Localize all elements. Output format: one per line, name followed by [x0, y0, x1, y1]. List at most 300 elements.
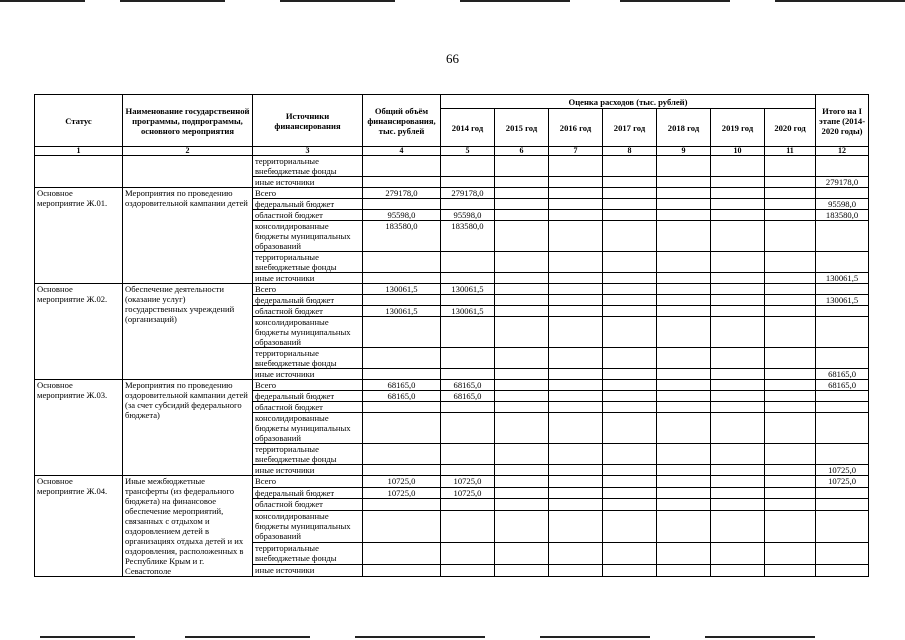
year-cell [549, 210, 603, 221]
source-cell: Всего [253, 284, 363, 295]
y2014-cell: 279178,0 [441, 188, 495, 199]
year-cell [603, 391, 657, 402]
total-cell [363, 199, 441, 210]
year-cell [657, 465, 711, 476]
total-cell [363, 369, 441, 380]
header-year: 2014 год [441, 109, 495, 147]
source-cell: консолидированные бюджеты муниципальных образований [253, 510, 363, 543]
source-cell: иные источники [253, 565, 363, 577]
total-cell [363, 444, 441, 465]
year-cell [603, 413, 657, 444]
y2014-cell [441, 465, 495, 476]
year-cell [549, 543, 603, 565]
year-cell [495, 252, 549, 273]
year-cell [765, 413, 816, 444]
header-year: 2015 год [495, 109, 549, 147]
year-cell [495, 465, 549, 476]
scan-edge-line [540, 636, 650, 638]
year-cell [495, 444, 549, 465]
itogo-cell [816, 252, 869, 273]
year-cell [603, 348, 657, 369]
year-cell [549, 199, 603, 210]
source-cell: территориальные внебюджетные фонды [253, 156, 363, 177]
table-row [35, 284, 869, 295]
year-cell [495, 284, 549, 295]
column-number: 8 [603, 147, 657, 156]
year-cell [711, 295, 765, 306]
total-cell [363, 348, 441, 369]
y2014-cell [441, 499, 495, 511]
itogo-cell [816, 499, 869, 511]
year-cell [495, 476, 549, 488]
year-cell [495, 221, 549, 252]
y2014-cell: 10725,0 [441, 487, 495, 499]
year-cell [603, 487, 657, 499]
year-cell [549, 391, 603, 402]
status-cell: Основное мероприятие Ж.01. [35, 188, 123, 284]
header-itogo: Итого на I этапе (2014-2020 годы) [816, 95, 869, 147]
y2014-cell [441, 295, 495, 306]
column-number: 10 [711, 147, 765, 156]
year-cell [711, 221, 765, 252]
year-cell [549, 465, 603, 476]
year-cell [711, 284, 765, 295]
year-cell [603, 199, 657, 210]
year-cell [765, 199, 816, 210]
status-cell: Основное мероприятие Ж.04. [35, 476, 123, 577]
year-cell [657, 380, 711, 391]
year-cell [495, 348, 549, 369]
year-cell [711, 413, 765, 444]
year-cell [603, 295, 657, 306]
year-cell [711, 306, 765, 317]
total-cell: 68165,0 [363, 380, 441, 391]
source-cell: федеральный бюджет [253, 199, 363, 210]
source-cell: иные источники [253, 177, 363, 188]
itogo-cell [816, 317, 869, 348]
itogo-cell: 95598,0 [816, 199, 869, 210]
source-cell: областной бюджет [253, 210, 363, 221]
year-cell [711, 210, 765, 221]
year-cell [603, 221, 657, 252]
column-number: 9 [657, 147, 711, 156]
source-cell: федеральный бюджет [253, 487, 363, 499]
year-cell [549, 188, 603, 199]
year-cell [603, 210, 657, 221]
year-cell [765, 402, 816, 413]
total-cell: 95598,0 [363, 210, 441, 221]
year-cell [765, 391, 816, 402]
year-cell [711, 487, 765, 499]
year-cell [765, 221, 816, 252]
total-cell: 68165,0 [363, 391, 441, 402]
source-cell: территориальные внебюджетные фонды [253, 252, 363, 273]
header-sources: Источники финансирования [253, 95, 363, 147]
year-cell [603, 499, 657, 511]
year-cell [549, 369, 603, 380]
itogo-cell: 68165,0 [816, 369, 869, 380]
source-cell: иные источники [253, 369, 363, 380]
year-cell [765, 284, 816, 295]
scan-edge-line [280, 0, 395, 2]
year-cell [765, 317, 816, 348]
total-cell: 10725,0 [363, 487, 441, 499]
column-number: 12 [816, 147, 869, 156]
scan-edge-line [620, 0, 730, 2]
header-name: Наименование государственной программы, подпрограммы, основного мероприятия [123, 95, 253, 147]
year-cell [549, 273, 603, 284]
year-cell [711, 510, 765, 543]
year-cell [765, 306, 816, 317]
year-cell [603, 465, 657, 476]
scan-edge-line [460, 0, 570, 2]
year-cell [495, 499, 549, 511]
column-number: 7 [549, 147, 603, 156]
source-cell: федеральный бюджет [253, 295, 363, 306]
column-number: 5 [441, 147, 495, 156]
year-cell [603, 444, 657, 465]
table-row [35, 380, 869, 391]
year-cell [495, 565, 549, 577]
year-cell [549, 380, 603, 391]
source-cell: территориальные внебюджетные фонды [253, 543, 363, 565]
year-cell [657, 295, 711, 306]
year-cell [657, 221, 711, 252]
itogo-cell [816, 391, 869, 402]
y2014-cell [441, 177, 495, 188]
year-cell [711, 391, 765, 402]
year-cell [657, 444, 711, 465]
y2014-cell [441, 510, 495, 543]
year-cell [657, 413, 711, 444]
year-cell [495, 306, 549, 317]
year-cell [765, 188, 816, 199]
itogo-cell: 183580,0 [816, 210, 869, 221]
y2014-cell: 10725,0 [441, 476, 495, 488]
header-status: Статус [35, 95, 123, 147]
year-cell [711, 273, 765, 284]
year-cell [765, 369, 816, 380]
column-number: 2 [123, 147, 253, 156]
scan-edge-line [705, 636, 815, 638]
total-cell: 10725,0 [363, 476, 441, 488]
year-cell [603, 252, 657, 273]
year-cell [765, 348, 816, 369]
measure-name-cell: Иные межбюджетные трансферты (из федерального бюджета) на финансовое обеспечение мероприятий, связанных с отдыхом и оздоровлением детей в организациях отдыха детей и их оздоровления, расположенных в Республике Крым и г. Севастополе [123, 476, 253, 577]
year-cell [495, 199, 549, 210]
year-cell [603, 317, 657, 348]
y2014-cell [441, 273, 495, 284]
header-total: Общий объём финансирования, тыс. рублей [363, 95, 441, 147]
year-cell [495, 295, 549, 306]
year-cell [549, 252, 603, 273]
y2014-cell [441, 444, 495, 465]
itogo-cell [816, 444, 869, 465]
year-cell [495, 413, 549, 444]
year-cell [495, 543, 549, 565]
year-cell [657, 543, 711, 565]
y2014-cell [441, 543, 495, 565]
total-cell [363, 252, 441, 273]
total-cell: 279178,0 [363, 188, 441, 199]
status-cell: Основное мероприятие Ж.02. [35, 284, 123, 380]
year-cell [549, 402, 603, 413]
year-cell [603, 565, 657, 577]
year-cell [495, 317, 549, 348]
year-cell [657, 391, 711, 402]
scan-edge-line [185, 636, 310, 638]
year-cell [495, 273, 549, 284]
year-cell [765, 543, 816, 565]
scan-edge-line [775, 0, 905, 2]
year-cell [765, 380, 816, 391]
header-year: 2017 год [603, 109, 657, 147]
year-cell [711, 543, 765, 565]
y2014-cell [441, 565, 495, 577]
year-cell [495, 380, 549, 391]
year-cell [549, 487, 603, 499]
total-cell: 130061,5 [363, 284, 441, 295]
year-cell [549, 413, 603, 444]
year-cell [603, 369, 657, 380]
total-cell [363, 295, 441, 306]
header-year: 2016 год [549, 109, 603, 147]
year-cell [711, 565, 765, 577]
source-cell: областной бюджет [253, 306, 363, 317]
source-cell: Всего [253, 380, 363, 391]
year-cell [765, 273, 816, 284]
scan-edge-line [40, 636, 135, 638]
source-cell: иные источники [253, 465, 363, 476]
year-cell [603, 273, 657, 284]
year-cell [657, 317, 711, 348]
year-cell [657, 565, 711, 577]
column-number: 1 [35, 147, 123, 156]
y2014-cell: 183580,0 [441, 221, 495, 252]
itogo-cell: 130061,5 [816, 273, 869, 284]
total-cell: 130061,5 [363, 306, 441, 317]
year-cell [711, 188, 765, 199]
y2014-cell [441, 402, 495, 413]
total-cell [363, 499, 441, 511]
y2014-cell: 68165,0 [441, 391, 495, 402]
year-cell [549, 444, 603, 465]
header-year: 2019 год [711, 109, 765, 147]
year-cell [657, 188, 711, 199]
year-cell [765, 210, 816, 221]
year-cell [603, 380, 657, 391]
total-cell [363, 565, 441, 577]
column-number: 11 [765, 147, 816, 156]
year-cell [603, 188, 657, 199]
year-cell [603, 284, 657, 295]
financing-table [34, 94, 869, 577]
year-cell [603, 510, 657, 543]
scan-edge-line [0, 0, 85, 2]
column-number: 6 [495, 147, 549, 156]
year-cell [765, 510, 816, 543]
itogo-cell [816, 188, 869, 199]
table-row [35, 476, 869, 488]
itogo-cell [816, 565, 869, 577]
year-cell [495, 210, 549, 221]
y2014-cell: 95598,0 [441, 210, 495, 221]
itogo-cell [816, 487, 869, 499]
source-cell: консолидированные бюджеты муниципальных образований [253, 221, 363, 252]
total-cell [363, 317, 441, 348]
itogo-cell [816, 510, 869, 543]
year-cell [657, 252, 711, 273]
year-cell [657, 476, 711, 488]
scan-edge-line [355, 636, 485, 638]
column-number-row [35, 147, 869, 156]
year-cell [549, 295, 603, 306]
y2014-cell [441, 413, 495, 444]
measure-name-cell: Мероприятия по проведению оздоровительной кампании детей [123, 188, 253, 284]
year-cell [657, 499, 711, 511]
itogo-cell [816, 413, 869, 444]
source-cell: территориальные внебюджетные фонды [253, 444, 363, 465]
itogo-cell: 68165,0 [816, 380, 869, 391]
year-cell [549, 565, 603, 577]
itogo-cell [816, 284, 869, 295]
total-cell: 183580,0 [363, 221, 441, 252]
year-cell [765, 499, 816, 511]
year-cell [549, 348, 603, 369]
year-cell [549, 221, 603, 252]
source-cell: федеральный бюджет [253, 391, 363, 402]
total-cell [363, 510, 441, 543]
year-cell [657, 273, 711, 284]
year-cell [711, 499, 765, 511]
y2014-cell [441, 317, 495, 348]
year-cell [549, 284, 603, 295]
year-cell [711, 380, 765, 391]
y2014-cell [441, 199, 495, 210]
year-cell [549, 499, 603, 511]
year-cell [657, 284, 711, 295]
year-cell [657, 487, 711, 499]
source-cell: Всего [253, 476, 363, 488]
year-cell [765, 252, 816, 273]
year-cell [765, 465, 816, 476]
itogo-cell [816, 221, 869, 252]
total-cell [363, 273, 441, 284]
year-cell [711, 252, 765, 273]
year-cell [765, 295, 816, 306]
source-cell: территориальные внебюджетные фонды [253, 348, 363, 369]
total-cell [363, 177, 441, 188]
total-cell [363, 402, 441, 413]
total-cell [363, 543, 441, 565]
y2014-cell [441, 369, 495, 380]
column-number: 3 [253, 147, 363, 156]
year-cell [603, 543, 657, 565]
year-cell [495, 510, 549, 543]
measure-name-cell: Обеспечение деятельности (оказание услуг) государственных учреждений (организаций) [123, 284, 253, 380]
y2014-cell [441, 348, 495, 369]
itogo-cell [816, 306, 869, 317]
year-cell [711, 465, 765, 476]
y2014-cell: 130061,5 [441, 284, 495, 295]
year-cell [765, 444, 816, 465]
source-cell: консолидированные бюджеты муниципальных образований [253, 413, 363, 444]
y2014-cell [441, 156, 495, 177]
column-number: 4 [363, 147, 441, 156]
year-cell [765, 487, 816, 499]
year-cell [711, 476, 765, 488]
year-cell [549, 510, 603, 543]
year-cell [657, 348, 711, 369]
y2014-cell [441, 252, 495, 273]
source-cell: Всего [253, 188, 363, 199]
year-cell [657, 199, 711, 210]
year-cell [603, 306, 657, 317]
itogo-cell [816, 348, 869, 369]
year-cell [711, 199, 765, 210]
year-cell [495, 188, 549, 199]
table-row [35, 156, 869, 177]
table-row [35, 188, 869, 199]
year-cell [657, 369, 711, 380]
itogo-cell: 10725,0 [816, 476, 869, 488]
year-cell [495, 487, 549, 499]
source-cell: областной бюджет [253, 499, 363, 511]
year-cell [765, 476, 816, 488]
year-cell [711, 348, 765, 369]
year-cell [711, 444, 765, 465]
itogo-cell: 10725,0 [816, 465, 869, 476]
year-cell [603, 476, 657, 488]
measure-name-cell: Мероприятия по проведению оздоровительной кампании детей (за счет субсидий федерального бюджета) [123, 380, 253, 476]
year-cell [549, 476, 603, 488]
year-cell [549, 306, 603, 317]
year-cell [495, 369, 549, 380]
year-cell [657, 306, 711, 317]
total-cell [363, 413, 441, 444]
itogo-cell [816, 543, 869, 565]
source-cell: консолидированные бюджеты муниципальных образований [253, 317, 363, 348]
source-cell: иные источники [253, 273, 363, 284]
itogo-cell [816, 156, 869, 177]
year-cell [711, 369, 765, 380]
year-cell [495, 391, 549, 402]
y2014-cell: 68165,0 [441, 380, 495, 391]
status-cell: Основное мероприятие Ж.03. [35, 380, 123, 476]
year-cell [657, 510, 711, 543]
page-number: 66 [446, 51, 459, 66]
total-cell [363, 465, 441, 476]
itogo-cell [816, 402, 869, 413]
scan-edge-line [120, 0, 225, 2]
year-cell [549, 317, 603, 348]
year-cell [657, 210, 711, 221]
year-cell [711, 402, 765, 413]
header-year: 2018 год [657, 109, 711, 147]
total-cell [363, 156, 441, 177]
source-cell: областной бюджет [253, 402, 363, 413]
header-year: 2020 год [765, 109, 816, 147]
year-cell [603, 402, 657, 413]
header-estimate: Оценка расходов (тыс. рублей) [441, 95, 816, 109]
y2014-cell: 130061,5 [441, 306, 495, 317]
itogo-cell: 279178,0 [816, 177, 869, 188]
year-cell [495, 402, 549, 413]
itogo-cell: 130061,5 [816, 295, 869, 306]
year-cell [765, 565, 816, 577]
year-cell [657, 402, 711, 413]
year-cell [711, 317, 765, 348]
